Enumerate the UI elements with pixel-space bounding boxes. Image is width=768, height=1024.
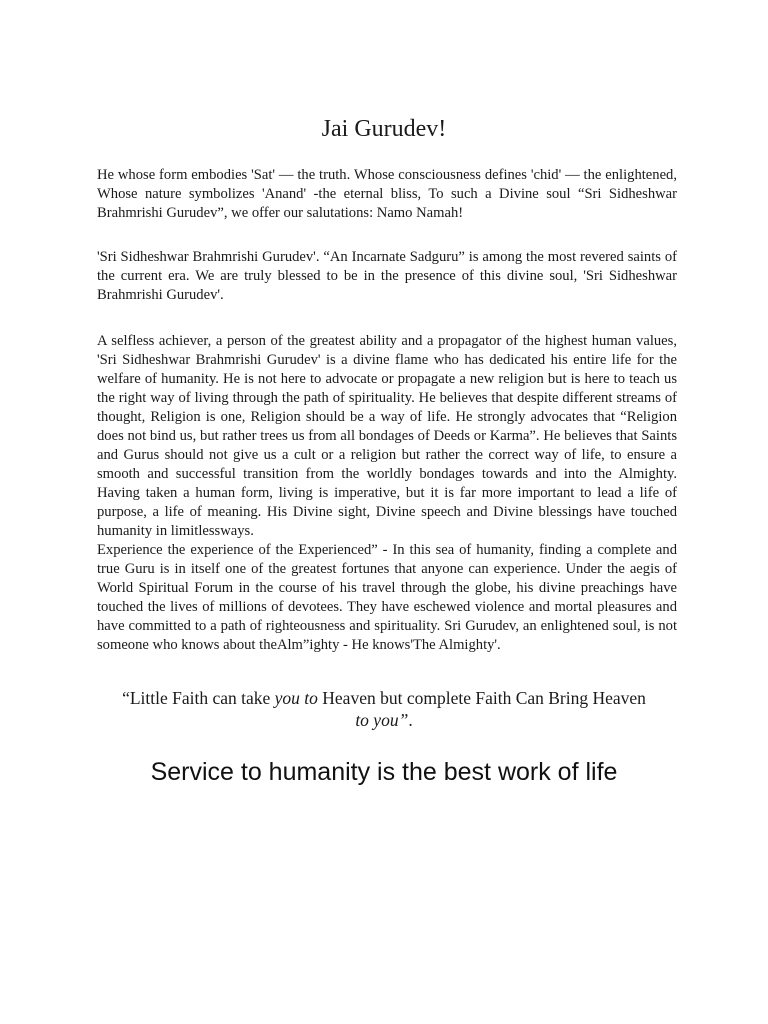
quote-italic-1: you to bbox=[274, 688, 318, 708]
paragraph-salutation: He whose form embodies 'Sat' — the truth. Whose consciousness defines 'chid' — the enlightened, Whose nature symbolizes 'Anand' -the eternal bliss, To such a Divine soul “Sri Sidheshwar Brahmrishi Gurudev”, we offer our salutations: Namo Namah! bbox=[97, 166, 677, 221]
paragraph-mission: A selfless achiever, a person of the greatest ability and a propagator of the highest human values, 'Sri Sidheshwar Brahmrishi Gurudev' is a divine flame who has dedicated his entire life for the welfare of humanity. He is not here to advocate or propagate a new religion but is here to teach us the right way of living through the path of spirituality. He believes that despite different streams of thought, Religion is one, Religion should be a way of life. He strongly advocates that “Religion does not bind us, but rather trees us from all bondages of Deeds or Karma”. He believes that Saints and Gurus should not give us a cult or a religion but rather the correct way of life, to ensure a smooth and successful transition from the worldly bondages towards and into the Almighty. Having taken a human form, living is imperative, but it is far more important to lead a life of purpose, a life of meaning. His Divine sight, Divine speech and Divine blessings have touched humanity in limitlessways. bbox=[97, 332, 677, 539]
quote-italic-2: to you” bbox=[355, 710, 409, 730]
paragraph-introduction: 'Sri Sidheshwar Brahmrishi Gurudev'. “An Incarnate Sadguru” is among the most revered saints of the current era. We are truly blessed to be in the presence of this divine soul, 'Sri Sidheshwar Brahmrishi Gurudev'. bbox=[97, 248, 677, 303]
paragraph-experience: Experience the experience of the Experienced” - In this sea of humanity, finding a complete and true Guru is in itself one of the greatest fortunes that anyone can experience. Under the aegis of World Spiritual Forum in the course of his travel through the globe, his divine preachings have touched the lives of millions of devotees. They have eschewed violence and mortal pleasures and have committed to a path of righteousness and spirituality. Sri Gurudev, an enlightened soul, is not someone who knows about theAlm”ighty - He knows'The Almighty'. bbox=[97, 541, 677, 653]
quote-text-1: “Little Faith can take bbox=[122, 688, 275, 708]
quote-text-3: . bbox=[408, 710, 413, 730]
page-title: Jai Gurudev! bbox=[321, 116, 447, 142]
quote-text-2: Heaven but complete Faith Can Bring Heaven bbox=[317, 688, 646, 708]
closing-line: Service to humanity is the best work of life bbox=[150, 758, 618, 786]
faith-quote bbox=[114, 687, 654, 731]
